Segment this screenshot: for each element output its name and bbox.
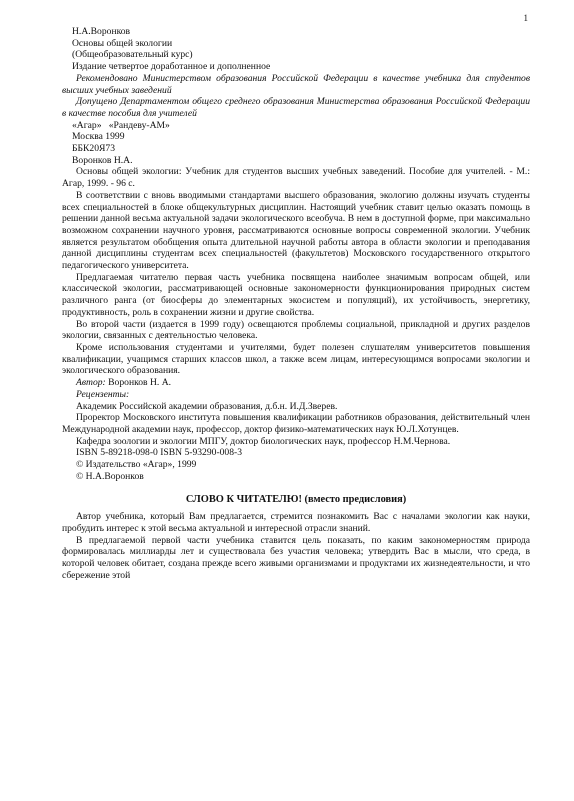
reviewer-item: Кафедра зоологии и экологии МПГУ, доктор биологических наук, профессор Н.М.Чернова. — [76, 435, 451, 447]
preface-paragraph: Автор учебника, который Вам предлагается, стремится познакомить Вас с началами экологии как науки, пробудить интерес к этой весьма актуальной и интересной отрасли знаний. — [62, 511, 530, 534]
city-year: Москва 1999 — [72, 131, 125, 143]
annotation-paragraph: В соответствии с вновь вводимыми стандартами высшего образования, экологию должны изучать студенты всех специальностей в блоке общекультурных дисциплин. Настоящий учебник ставит целью оказать помощь в решении данной весьма актуальной задачи экологического всеобуча. В нем в доступной форме, при максимально возможном сохранении научного уровня, рассматриваются основные вопросы современной экологии. Учебник является результатом обобщения опыта длительной научной работы автора в области экологии и преподавания данной дисциплины студентам всех специальностей (факультетов) Московского государственного открытого педагогического университета. — [62, 189, 530, 272]
page-number: 1 — [523, 13, 528, 23]
annotation-paragraph: Во второй части (издается в 1999 году) освещаются проблемы социальной, прикладной и других разделов экологии, связанных с деятельностью человека. — [62, 318, 530, 342]
course-type: (Общеобразовательный курс) — [72, 49, 193, 61]
page-content — [62, 26, 530, 581]
section-heading: СЛОВО К ЧИТАТЕЛЮ! (вместо предисловия) — [185, 494, 407, 506]
recommendation-note: Рекомендовано Министерством образования Российской Федерации в качестве учебника для студентов высших учебных заведений — [62, 72, 530, 96]
publishers: «Агар» «Рандеву-АМ» — [72, 119, 170, 131]
annotation-paragraph: Предлагаемая читателю первая часть учебника посвящена наиболее значимым вопросам общей, или классической экологии, рассматривающей основные закономерности функционирования природных систем различного ранга (от биосферы до элементарных экосистем и популяций), их устойчивость, энергетику, продуктивность, роль в сохранении жизни и другие свойства. — [62, 271, 530, 318]
author-value: Воронков Н. А. — [108, 377, 172, 389]
reviewer-item: Академик Российской академии образования, д.б.н. И.Д.Зверев. — [76, 400, 338, 412]
copyright-author: © Н.А.Воронков — [76, 470, 144, 482]
author-line — [62, 377, 530, 389]
edition-note: Издание четвертое доработанное и дополненное — [72, 61, 271, 73]
annotation-paragraph: Кроме использования студентами и учителями, будет полезен слушателям университетов повышения квалификации, учащимся старших классов школ, а также всем лицам, интересующимся вопросами экологии и экологического образования. — [62, 341, 530, 377]
isbn: ISBN 5-89218-098-0 ISBN 5-93290-008-3 — [76, 447, 243, 459]
author-label: Автор: — [76, 377, 106, 389]
preface-paragraph: В предлагаемой первой части учебника ставится цель показать, по каким закономерностям природа формировалась миллиарды лет и существовала без участия человека; утвердить Вас в мысли, что среда, в которой человек обитает, создана прежде всего живыми организмами и продуктами их жизнедеятельности, и что сбережение этой — [62, 534, 530, 581]
bbk-code: ББК20Я73 — [72, 143, 116, 155]
author-short: Воронков Н.А. — [72, 154, 133, 166]
reviewers-label: Рецензенты: — [76, 388, 130, 400]
copyright-publisher: © Издательство «Агар», 1999 — [76, 459, 197, 471]
reviewer-item: Проректор Московского института повышения квалификации работников образования, действительный член Международной академии наук, профессор, доктор физико-математических наук Ю.Л.Хотунцев. — [62, 412, 530, 435]
bibliographic-citation: Основы общей экологии: Учебник для студентов высших учебных заведений. Пособие для учителей. - М.: Агар, 1999. - 96 с. — [62, 166, 530, 190]
author-name: Н.А.Воронков — [72, 26, 131, 37]
approval-note: Допущено Департаментом общего среднего образования Министерства образования Российской Федерации в качестве пособия для учителей — [62, 96, 530, 119]
book-title: Основы общей экологии — [72, 37, 173, 49]
